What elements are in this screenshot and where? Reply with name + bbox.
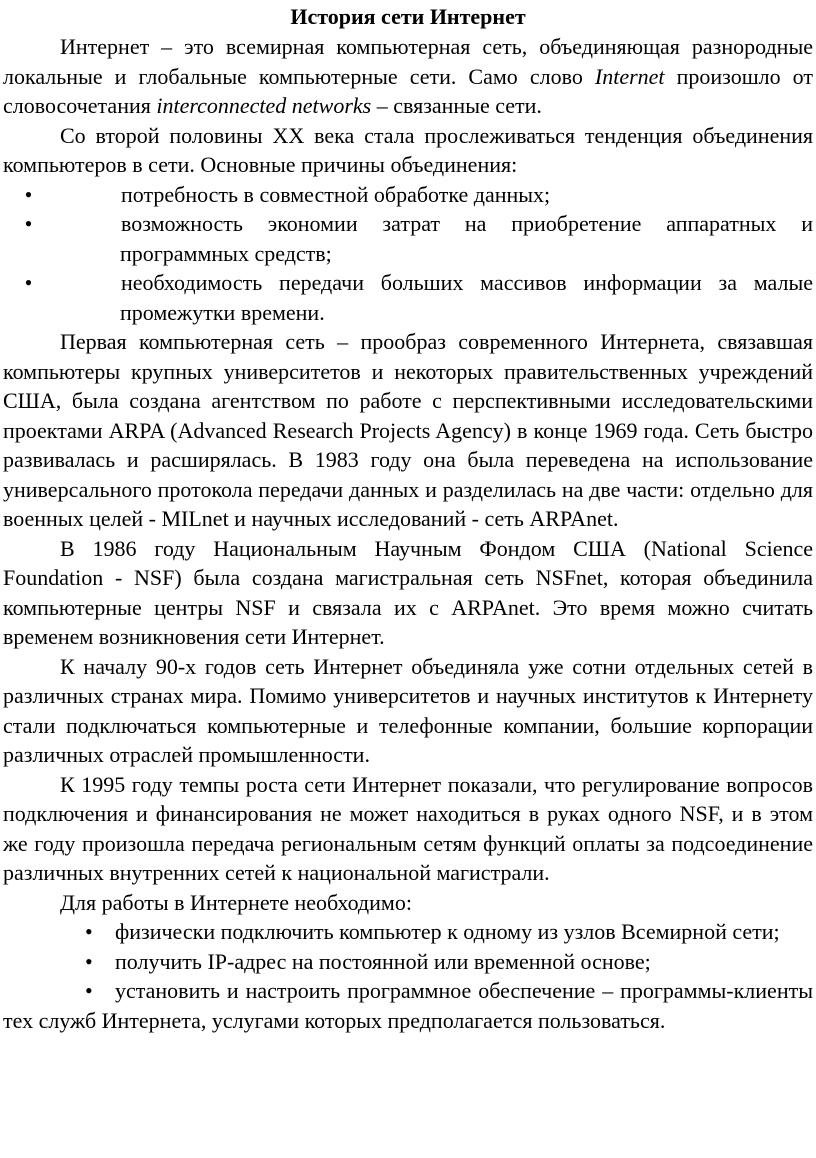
- list-item: [3, 917, 813, 947]
- paragraph-trend: Со второй половины XX века стала прослеживаться тенденция объединения компьютеров в сети. Основные причины объединения:: [3, 122, 813, 177]
- list-item-text: необходимость передачи больших массивов информации за малые промежутки времени.: [120, 270, 813, 325]
- bullet-icon: •: [24, 181, 33, 207]
- list-item: [24, 268, 813, 327]
- bullet-icon: •: [24, 211, 33, 236]
- bullet-icon: •: [85, 978, 93, 1003]
- document-title: История сети Интернет: [290, 4, 526, 29]
- paragraph-90s: К началу 90-х годов сеть Интернет объединяла уже сотни отдельных сетей в различных странах мира. Помимо университетов и научных институтов к Интернету стали подключаться компьютерные и телефонные компании, большие корпорации различных отраслей промышленности.: [3, 653, 813, 767]
- paragraph-nsf: В 1986 году Национальным Научным Фондом США (National Science Foundation - NSF) была создана магистральная сеть NSFnet, которая объединила компьютерные центры NSF и связала их с ARPAnet. Это время можно считать временем возникновения сети Интернет.: [3, 535, 813, 649]
- requirements-list: [3, 917, 813, 1035]
- list-item-text: получить IP-адрес на постоянной или временной основе;: [115, 948, 651, 974]
- paragraph-intro-text-b: произошло от словосочетания: [3, 63, 814, 118]
- paragraph-intro: [3, 32, 813, 121]
- list-item: [24, 180, 813, 210]
- paragraph-arpa: Первая компьютерная сеть – прообраз современного Интернета, связавшая компьютеры крупных университетов и некоторых правительственных учреждений США, была создана агентством по работе с перспективными исследовательскими проектами ARPA (Advanced Research Projects Agency) в конце 1969 года. Сеть быстро развивалась и расширялась. В 1983 году она была переведена на использование универсального протокола передачи данных и разделилась на две части: отдельно для военных целей - MILnet и научных исследований - сеть ARPAnet.: [3, 329, 813, 531]
- list-item-text: установить и настроить программное обеспечение – программы-клиенты тех служб Интернета, услугами которых предполагается пользоваться.: [3, 978, 813, 1033]
- paragraph-1995: К 1995 году темпы роста сети Интернет показали, что регулирование вопросов подключения и финансирования не может находиться в руках одного NSF, и в этом же году произошла передача региональным сетям функций оплаты за подсоединение различных внутренних сетей к национальной магистрали.: [3, 771, 813, 885]
- bullet-icon: •: [24, 270, 33, 295]
- list-item-text: физически подключить компьютер к одному из узлов Всемирной сети;: [115, 919, 780, 944]
- paragraph-intro-text-c: – связанные сети.: [371, 93, 542, 118]
- paragraph-intro-italic-networks: interconnected networks: [156, 93, 372, 118]
- list-item: [3, 947, 813, 977]
- reasons-list: [3, 180, 813, 328]
- list-item: [3, 976, 813, 1035]
- paragraph-requirements: Для работы в Интернете необходимо:: [60, 889, 412, 915]
- paragraph-intro-italic-internet: Internet: [594, 63, 665, 89]
- paragraph-intro-text-a: Интернет – это всемирная компьютерная сеть, объединяющая разнородные локальные и глобальные компьютерные сети. Само слово: [3, 34, 813, 89]
- list-item: [24, 209, 813, 268]
- list-item-text: потребность в совместной обработке данных;: [121, 181, 551, 207]
- list-item-text: возможность экономии затрат на приобретение аппаратных и программных средств;: [120, 211, 813, 266]
- bullet-icon: •: [85, 919, 93, 944]
- bullet-icon: •: [85, 948, 93, 974]
